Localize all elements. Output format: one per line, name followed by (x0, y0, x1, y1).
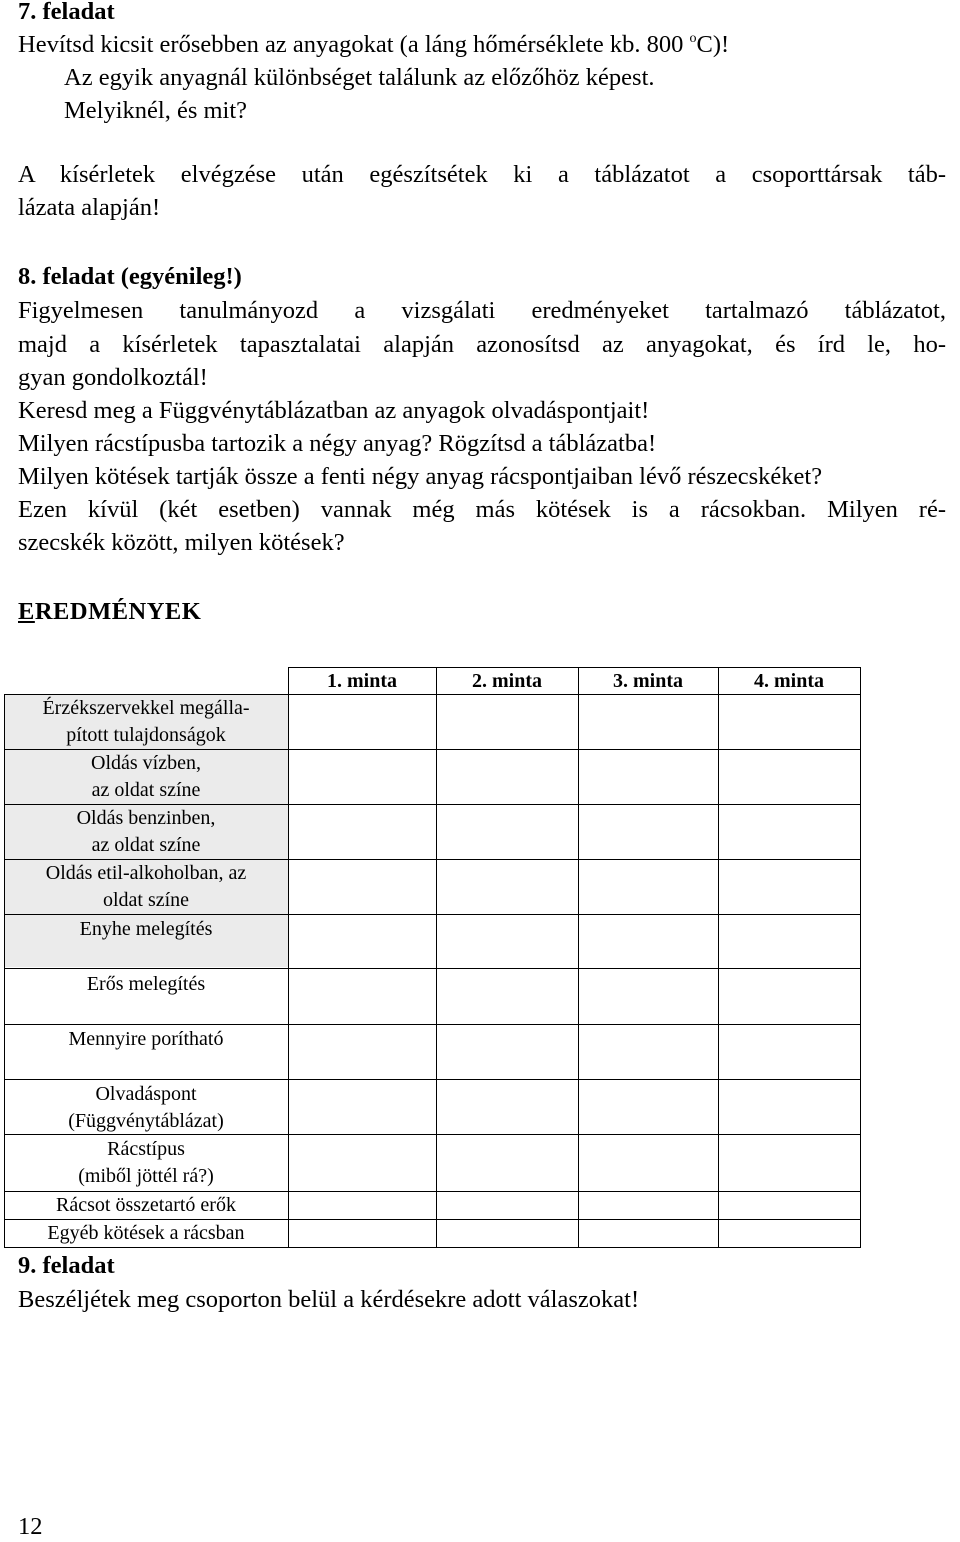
page-number: 12 (18, 1513, 43, 1540)
row-label-line: Egyéb kötések a rácsban (47, 1222, 245, 1244)
results-heading-initial: E (18, 598, 35, 625)
row-label-lattice-type (4, 1136, 288, 1190)
row-label-petrol (4, 805, 288, 859)
task9-line1: Beszéljétek meg csoporton belül a kérdésekre adott válaszokat! (18, 1286, 640, 1313)
table-border (288, 667, 289, 1248)
row-label-lattice-forces (4, 1192, 288, 1219)
row-label-line: Érzékszervekkel megálla- (42, 697, 250, 719)
table-border (4, 1079, 860, 1080)
row-label-line: (Függvénytáblázat) (68, 1110, 224, 1132)
task8-line: Figyelmesen tanulmányozd a vizsgálati eredményeket tartalmazó táblázatot, (18, 297, 946, 324)
task7-line2: Az egyik anyagnál különbséget találunk az előzőhöz képest. (64, 64, 655, 91)
row-label-line: (miből jöttél rá?) (78, 1165, 214, 1187)
table-border (578, 667, 579, 1248)
row-label-line: Olvadáspont (95, 1083, 197, 1105)
task7-title: 7. feladat (18, 0, 115, 25)
row-label-line: Rácsot összetartó erők (56, 1194, 236, 1216)
column-header: 4. minta (754, 670, 824, 692)
complete-instruction-line2: lázata alapján! (18, 194, 161, 221)
row-label-line: az oldat színe (91, 779, 201, 801)
row-label-line: Rácstípus (107, 1138, 185, 1160)
table-border (4, 1024, 860, 1025)
task8-line: gyan gondolkoztál! (18, 364, 208, 391)
task8-line: Keresd meg a Függvénytáblázatban az anyagok olvadáspontjait! (18, 397, 650, 424)
complete-instruction-line1: A kísérletek elvégzése után egészítsétek ki a táblázatot a csoporttársak táb- (18, 161, 946, 188)
task9-title: 9. feladat (18, 1252, 115, 1279)
row-label-ethanol (4, 860, 288, 914)
results-heading (18, 597, 201, 627)
task8-line: Milyen rácstípusba tartozik a négy anyag? Rögzítsd a táblázatba! (18, 430, 657, 457)
row-label-line: Mennyire porítható (68, 1028, 224, 1050)
results-heading-rest: REDMÉNYEK (34, 598, 202, 625)
task8-line: Ezen kívül (két esetben) vannak még más kötések is a rácsokban. Milyen ré- (18, 496, 946, 523)
task7-line3: Melyiknél, és mit? (64, 97, 248, 124)
task7-line1: Hevítsd kicsit erősebben az anyagokat (a láng hőmérséklete kb. 800 $^o$C)! (18, 31, 730, 58)
table-border (718, 667, 719, 1248)
row-label-melting-point (4, 1081, 288, 1135)
task8-line: Milyen kötések tartják össze a fenti négy anyag rácspontjaiban lévő részecskéket? (18, 463, 823, 490)
row-label-line: Oldás vízben, (91, 752, 201, 774)
row-label-line: az oldat színe (91, 834, 201, 856)
row-label-line: Enyhe melegítés (79, 918, 213, 940)
column-header: 1. minta (327, 670, 397, 692)
task8-title: 8. feladat (egyénileg!) (18, 263, 242, 290)
row-label-other-bonds (4, 1220, 288, 1247)
row-label-line: oldat színe (102, 889, 190, 911)
table-border (4, 914, 860, 915)
table-border (4, 1247, 860, 1248)
row-label-mild-heating (4, 916, 288, 943)
task8-line: szecskék között, milyen kötések? (18, 529, 345, 556)
row-label-line: pított tulajdonságok (66, 724, 226, 746)
column-header: 2. minta (472, 670, 542, 692)
row-label-water (4, 750, 288, 804)
row-label-line: Oldás benzinben, (76, 807, 216, 829)
row-label-strong-heating (4, 971, 288, 998)
table-border (860, 667, 861, 1248)
row-label-senses (4, 695, 288, 749)
row-label-grindability (4, 1026, 288, 1053)
row-label-line: Erős melegítés (86, 973, 206, 995)
table-border (4, 968, 860, 969)
row-label-line: Oldás etil-alkoholban, az (45, 862, 247, 884)
task8-line: majd a kísérletek tapasztalatai alapján azonosítsd az anyagokat, és írd le, ho- (18, 331, 946, 358)
column-header: 3. minta (613, 670, 683, 692)
table-border (436, 667, 437, 1248)
